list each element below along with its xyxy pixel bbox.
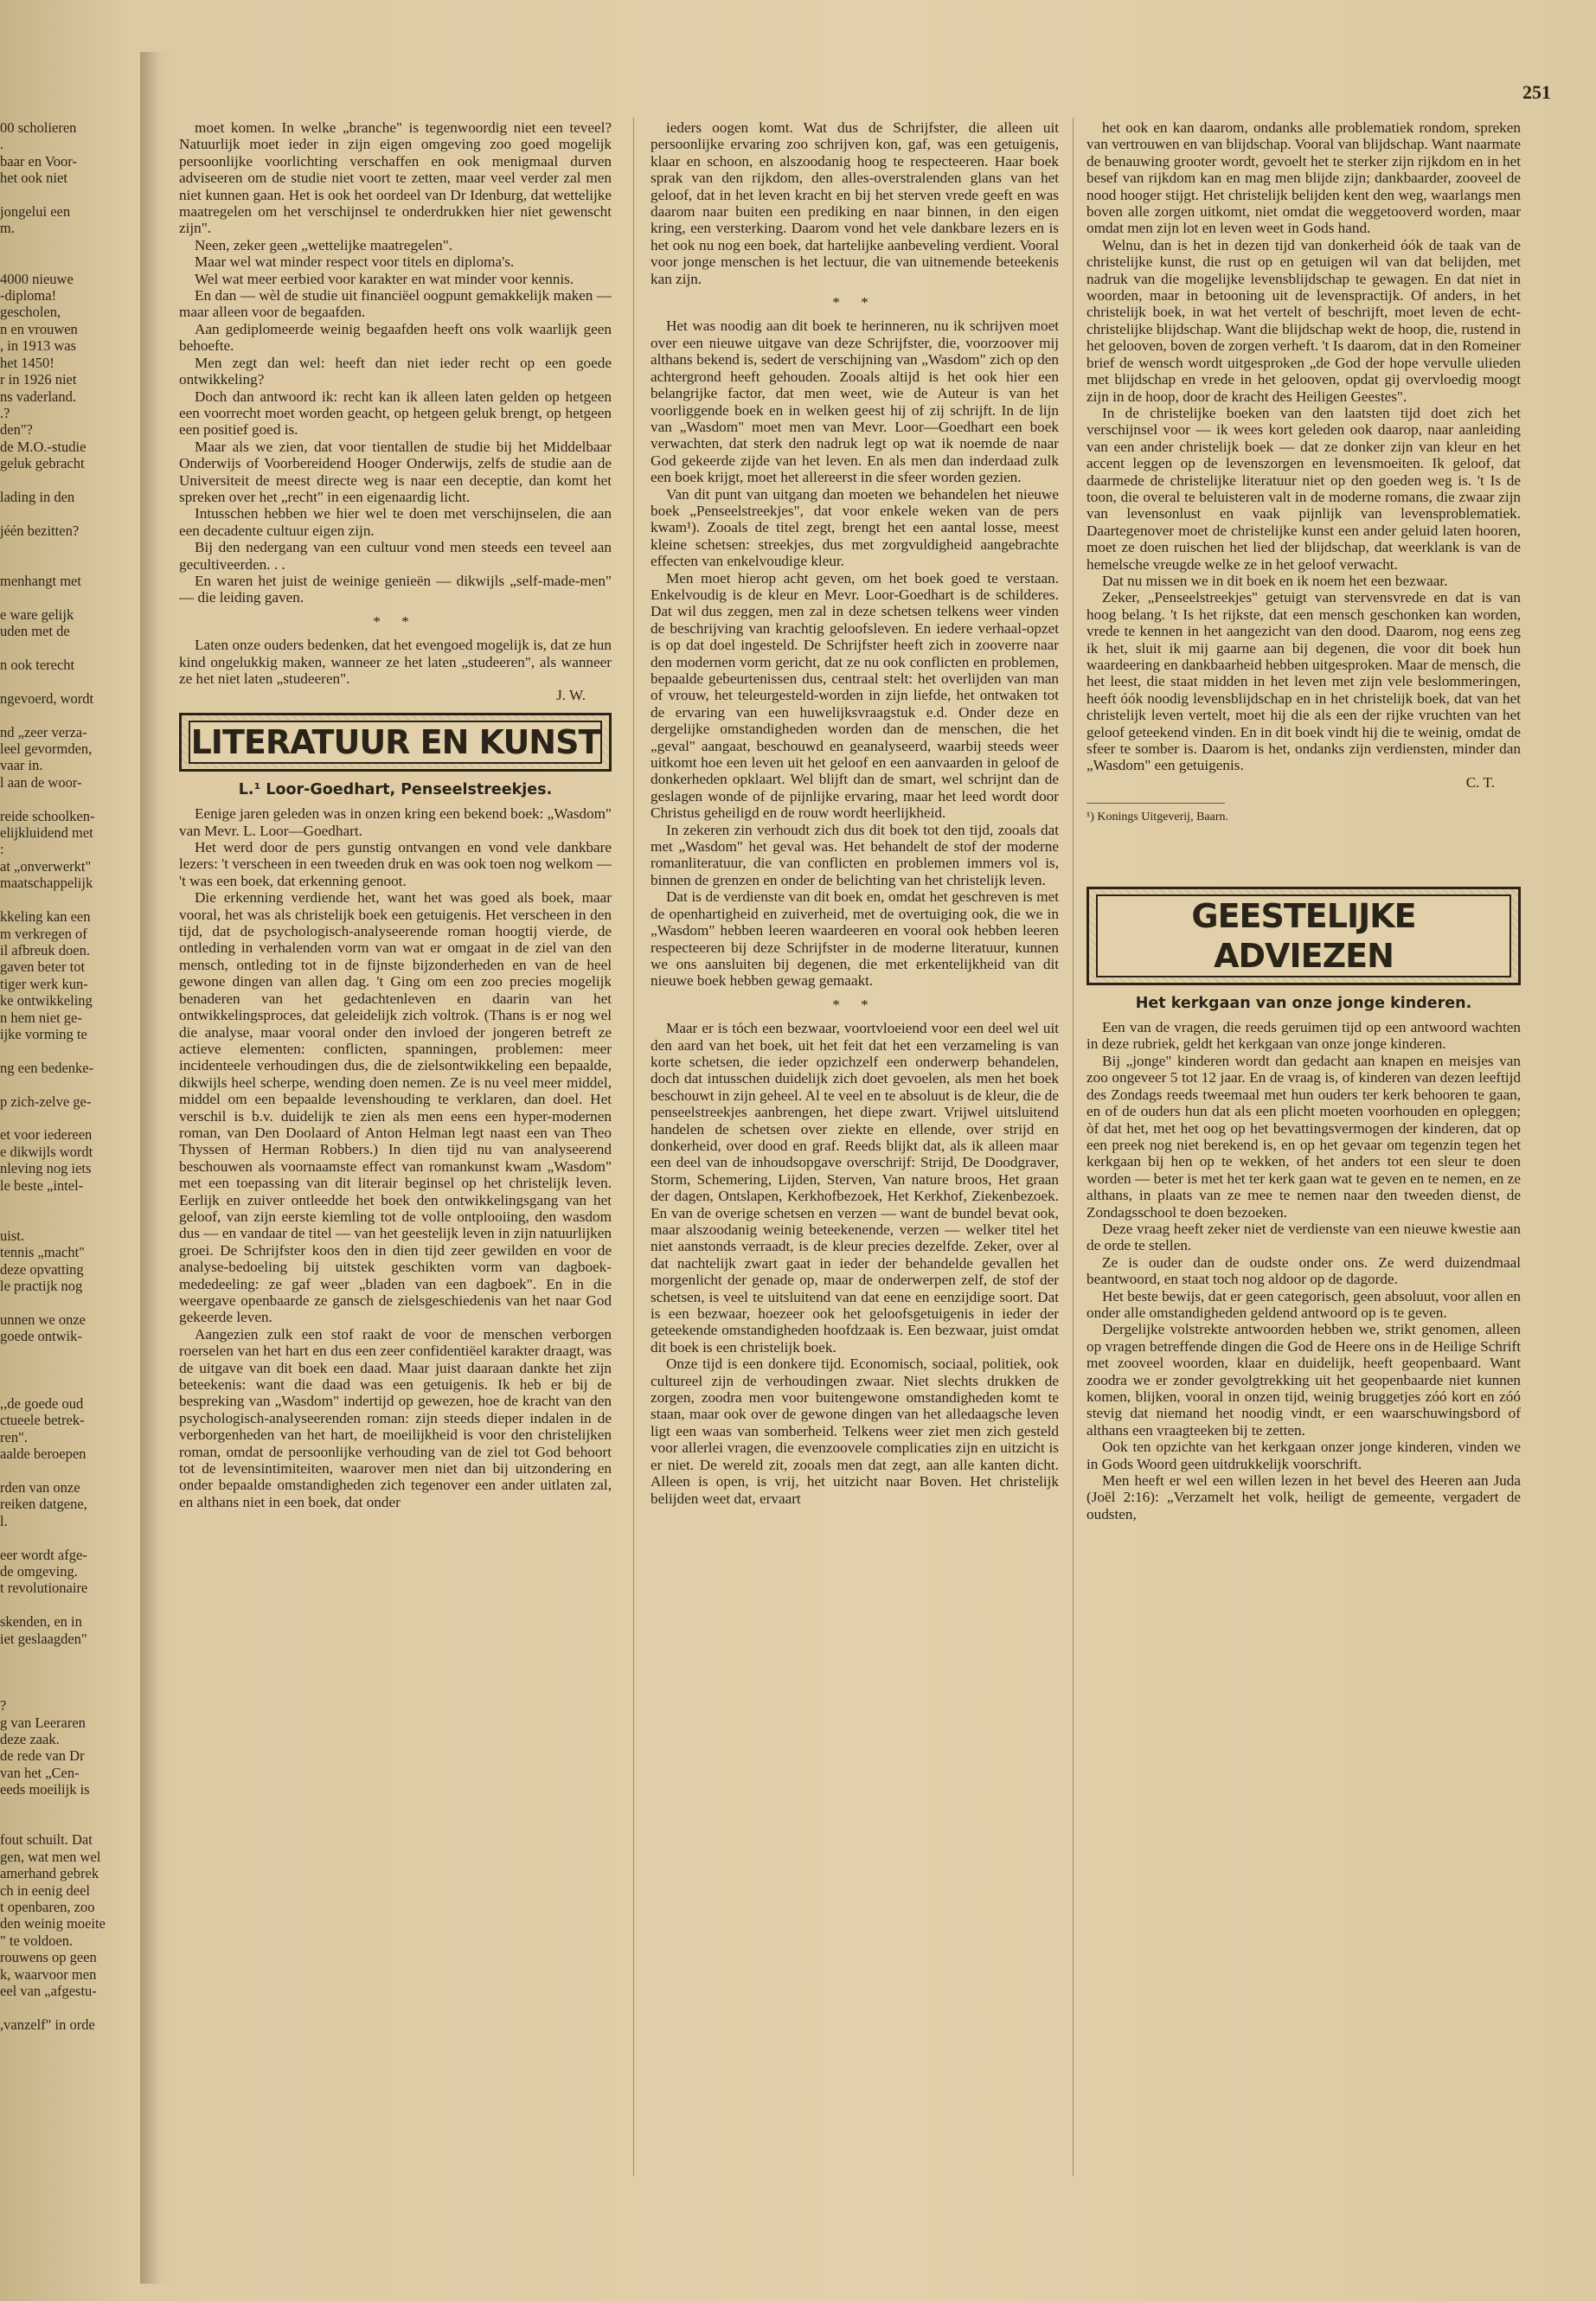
fragment-line: nd „zeer verza- — [0, 723, 87, 740]
fragment-line: lading in den — [0, 488, 75, 505]
fragment-line: aalde beroepen — [0, 1445, 87, 1463]
paragraph: Eenige jaren geleden was in onzen kring een bekend boek: „Wasdom" van Mevr. L. Loor—Goedhart. — [179, 805, 612, 839]
paragraph: Onze tijd is een donkere tijd. Economisch, sociaal, politiek, ook cultureel zijn de verhoudingen zwaar. Niet slechts drukken de zorgen, zoodra men voor buitengewone omstandigheden komt te staan, maar ook over de gewone dingen van het alledaagsche leven ligt een waas van somberheid. Telkens weer ziet men zich gesteld voor allerlei vragen, die evenzoovele complicaties zijn en uitzicht is er niet. De wereld zit, zooals men dat zegt, aan alle kanten dicht. Alleen is open, is vrij, het uitzicht naar Boven. Het christelijk belijden weet dat, ervaart — [651, 1356, 1059, 1507]
section-masthead-literatuur — [179, 713, 612, 772]
fragment-line: rouwens op geen — [0, 1949, 97, 1966]
fragment-line: m. — [0, 220, 15, 237]
paragraph: Intusschen hebben we hier wel te doen met verschijnselen, die aan een decadente cultuur eigen zijn. — [179, 505, 612, 539]
review-title: L.¹ Loor-Goedhart, Penseelstreekjes. — [238, 780, 553, 798]
fragment-line: maatschappelijk — [0, 875, 93, 892]
fragment-line — [0, 1815, 134, 1831]
fragment-line: ng een bedenke- — [0, 1059, 94, 1076]
paragraph: Doch dan antwoord ik: recht kan ik alleen laten gelden op hetgeen een voorrecht moet worden geacht, op hetgeen geluk brengt, op hetgeen een positief goed is. — [179, 388, 612, 439]
fragment-line — [0, 589, 134, 606]
review-text — [651, 1020, 1059, 1507]
fragment-line: het ook niet — [0, 170, 67, 187]
fragment-line: 00 scholieren — [0, 119, 77, 136]
section-divider: * * — [832, 294, 877, 311]
fragment-line: kkeling kan een — [0, 908, 91, 926]
article-text — [179, 637, 612, 687]
fragment-line — [0, 1110, 134, 1126]
fragment-line: ctueele betrek- — [0, 1412, 85, 1429]
signature: C. T. — [1465, 773, 1495, 791]
fragment-line: ns vaderland. — [0, 388, 76, 405]
fragment-line: de rede van Dr — [0, 1747, 85, 1765]
paragraph: Bij den nedergang van een cultuur vond men steeds een teveel aan gecultiveerden. . . — [179, 539, 612, 573]
section-title: LITERATUUR EN KUNST — [189, 721, 602, 764]
fragment-line: gen, wat men wel — [0, 1848, 101, 1865]
fragment-line: at „onverwerkt" — [0, 857, 92, 875]
fragment-line: leel gevormden, — [0, 740, 93, 758]
fragment-line: rden van onze — [0, 1478, 80, 1496]
review-text — [179, 805, 612, 1510]
fragment-line: e ware gelijk — [0, 606, 74, 623]
fragment-line — [0, 1210, 134, 1227]
fragment-line: " te voldoen. — [0, 1932, 74, 1949]
fragment-line: tennis „macht" — [0, 1244, 85, 1261]
fragment-line — [0, 1463, 134, 1479]
paragraph: Een van de vragen, die reeds geruimen tijd op een antwoord wachten in deze rubriek, geldt het kerkgaan van onze jonge kinderen. — [1086, 1019, 1521, 1053]
fragment-line: n ook terecht — [0, 657, 75, 673]
fragment-line — [0, 1663, 134, 1680]
fragment-line: amerhand gebrek — [0, 1865, 99, 1882]
fragment-line — [0, 1194, 134, 1210]
fragment-line: uist. — [0, 1227, 24, 1244]
fragment-line: p zich-zelve ge- — [0, 1093, 92, 1110]
fragment-line — [0, 556, 134, 573]
paragraph: ieders oogen komt. Wat dus de Schrijfster, die alleen uit persoonlijke ervaring zoo schrijven kon, gaf, was een getuigenis, klaar en schoon, en alszoodanig hoog te respecteeren. Haar boek sprak van den rijkdom, den alles-overstralenden glans van het geloof, dat in het leven kracht en bij het sterven vrede geeft en was daarom naar buiten een prediking en naar binnen, in den eigen kring, een versterking. Daarom vond het vele dankbare lezers en is het ook nu nog een boek, dat hartelijke aanbeveling verdient. Vooral voor jonge menschen is het lectuur, die van uitnemende beteekenis kan zijn. — [651, 119, 1059, 287]
fragment-line: le practijk nog — [0, 1278, 83, 1295]
fragment-line: il afbreuk doen. — [0, 941, 91, 958]
fragment-line: jéén bezitten? — [0, 522, 80, 539]
fragment-line — [0, 253, 134, 270]
paragraph: Laten onze ouders bedenken, dat het evengoed mogelijk is, dat ze hun kind ongelukkig maken, wanneer ze het laten „studeeren", als wanneer ze het niet laten „studeeren". — [179, 637, 612, 687]
section-title: GEESTELIJKE ADVIEZEN — [1096, 894, 1511, 977]
fragment-line: deze opvatting — [0, 1260, 84, 1278]
fragment-line: r in 1926 niet — [0, 371, 77, 388]
paragraph: Men heeft er wel een willen lezen in het bevel des Heeren aan Juda (Joël 2:16): „Verzamelt het volk, heiligt de gemeente, vergadert de oudsten, — [1086, 1472, 1521, 1522]
paragraph: Zeker, „Penseelstreekjes" getuigt van stervensvrede en dat is van hoog belang. 't Is het rijkste, dat een mensch geschonken kan worden, vrede te kennen in het aangezicht van den dood. Daarom, nog eens zeg ik het, sluit ik mij gaarne aan bij degenen, die voor dit boek hun waardeering en dankbaarheid hebben uitgesproken. Maar de mensch, die het leest, die staat midden in het leven met zijn vele beslommeringen, heeft óók noodig levensblijdschap en in het christelijk boek, dat van het christelijk leven vertelt, moet hij die als een der rijke vruchten van het geloof geteekend vinden. En in dit boek vindt hij die te weinig, omdat de sfeer te somber is. Daarom is het, ondanks zijn verdiensten, minder dan „Wasdom" een getuigenis. — [1086, 589, 1521, 774]
fragment-line: baar en Voor- — [0, 152, 77, 170]
review-text — [1086, 119, 1521, 774]
fragment-line: ke ontwikkeling — [0, 992, 93, 1009]
fragment-line — [0, 1294, 134, 1311]
paragraph: Aangezien zulk een stof raakt de voor de menschen verborgen roerselen van het hart en dus een zeer confidentiëel karakter draagt, was de uitgave van dit boek een daad. Maar juist daaraan dankte het zijn beteekenis: want die daad was een getuigenis. Ik heb er bij de bespreking van „Wasdom" indertijd op gewezen, hoe de kracht van den psychologisch-analyseerenden roman: zijn steeds dieper indalen in de verborgenheden van het hart, de moeilijkheid is voor den christelijken roman, omdat de persoonlijke verhouding van de ziel tot God behoort tot de levensintimiteiten, waarover men niet dan bij uitzondering en onder bepaalde omstandigheden zich tegenover een ander uitlaten zal, en althans niet in een boek, dat onder — [179, 1325, 612, 1510]
fragment-line — [0, 640, 134, 657]
fragment-line: gescholen, — [0, 304, 61, 321]
fragment-line: g van Leeraren — [0, 1714, 86, 1731]
fragment-line — [0, 1362, 134, 1378]
binding-gutter — [140, 52, 171, 2284]
fragment-line: skenden, en in — [0, 1613, 82, 1631]
fragment-line: .? — [0, 404, 10, 421]
fragment-line: 4000 nieuwe — [0, 270, 74, 287]
fragment-line: goede ontwik- — [0, 1328, 82, 1345]
paragraph: In zekeren zin verhoudt zich dus dit boek tot den tijd, zooals dat met „Wasdom" het geval was. Het behandelt de stof der moderne romanliteratuur, die van conflicten en problemen immers vol is, binnen de grenzen en onder de belichting van het christelijk leven. — [651, 821, 1059, 888]
paragraph: Het beste bewijs, dat er geen categorisch, geen absoluut, voor allen en onder alle omstandigheden geldend antwoord op is te geven. — [1086, 1287, 1521, 1321]
fragment-line: , in 1913 was — [0, 337, 76, 355]
fragment-line: geluk gebracht — [0, 455, 85, 472]
fragment-line: n en vrouwen — [0, 320, 78, 337]
fragment-line — [0, 1681, 134, 1697]
fragment-line: : — [0, 841, 4, 858]
fragment-line: reiken datgene, — [0, 1496, 87, 1513]
fragment-line: de M.O.-studie — [0, 438, 87, 455]
fragment-line: van het „Cen- — [0, 1764, 80, 1781]
paragraph: Maar er is tóch een bezwaar, voortvloeiend voor een deel wel uit den aard van het boek, uit het feit dat het een verzameling is van korte schetsen, die ieder opzichzelf een onderwerp behandelen, doch dat intusschen duidelijk zich doet gevoelen, als men het boek beschouwt in zijn geheel. Al te veel en te absoluut is de kleur, die de penseelstreekjes aanbrengen, het diepe zwart. Vrijwel uitsluitend handelen de schetsen over ziekte en ellende, over strijd en donkerheid, over dood en graf. Reeds blijkt dat, als ik alleen maar een deel van de inhoudsopgave overschrijf: Strijd, De Doodgraver, Storm, Schemering, Lijden, Sterven, Van nature broos, Het graan der dagen, Ontslapen, Kerkhofbezoek, Het Kerkhof, Ziekenbezoek. En van de overige schetsen en verzen — want de bundel bevat ook, maar alszoodanig weinig beteekenende, verzen — welker titel het niet aanstonds verraadt, is de kleur precies dezelfde. Zeker, over al dat nachtelijk zwart gaat in ieder der behandelde gevallen het morgenlicht der genade op, maar de onderwerpen zelf, de stof der schetsen, is veel te uitsluitend van dat eene en eenzijdige soort. Dat is een bezwaar, hoezeer ook het geloofsgetuigenis in ieder der geteekende omstandigheden hoofdzaak is. Een bezwaar, juist omdat dit boek is een christelijk boek. — [651, 1020, 1059, 1356]
fragment-line: den weinig moeite — [0, 1915, 106, 1932]
fragment-line: fout schuilt. Dat — [0, 1831, 93, 1849]
fragment-line: jongelui een — [0, 203, 71, 221]
fragment-line: ch in eenig deel — [0, 1881, 90, 1899]
paragraph: Deze vraag heeft zeker niet de verdienste van een nieuwe kwestie aan de orde te stellen. — [1086, 1220, 1521, 1254]
fragment-line: e dikwijls wordt — [0, 1143, 93, 1160]
section-divider: * * — [373, 612, 418, 630]
fragment-line: het 1450! — [0, 354, 54, 371]
fragment-line: ,,de goede oud — [0, 1394, 84, 1412]
fragment-line: eeds moeilijk is — [0, 1781, 90, 1798]
fragment-line — [0, 187, 134, 203]
signature: J. W. — [556, 687, 586, 704]
fragment-line: nleving nog iets — [0, 1160, 92, 1177]
paragraph: Neen, zeker geen „wettelijke maatregelen". — [195, 236, 453, 253]
fragment-line: t revolutionaire — [0, 1580, 88, 1597]
paragraph: Maar als we zien, dat voor tientallen de studie bij het Middelbaar Onderwijs of Voorbereidend Hooger Onderwijs, zelfs de studie aan de Universiteit de meest directe weg is naar een deceptie, dan komt het spreken over het „recht" in een eigenaardig licht. — [179, 438, 612, 505]
review-text — [651, 317, 1059, 989]
paragraph: Het werd door de pers gunstig ontvangen en vond vele dankbare lezers: 't verscheen in een tweeden druk en was ook toen nog welkom — 't was een boek, dat erkenning genoot. — [179, 839, 612, 889]
paragraph: Van dit punt van uitgang dan moeten we behandelen het nieuwe boek „Penseelstreekjes", dat voor enkele weken van de pers kwam¹). Zooals de titel zegt, brengt het een aantal losse, meest kleine schetsen: streekjes, dus met zorgvuldigheid aangebrachte effecten van enkelvoudige kleur. — [651, 485, 1059, 570]
fragment-line — [0, 1076, 134, 1093]
fragment-line: den"? — [0, 421, 33, 439]
column-2 — [651, 119, 1059, 2178]
fragment-line — [0, 791, 134, 807]
paragraph: Bij „jonge" kinderen wordt dan gedacht aan knapen en meisjes van zoo ongeveer 5 tot 12 jaar. En de vraag is, of kinderen van dezen leeftijd des Zondags reeds tweemaal met hun ouders ter kerk behooren te gaan, en of de ouders hun dat als een plicht moeten voorhouden en opleggen; òf dat het, met het oog op het bevattingsvermogen der kinderen, dat op een preek nog niet berekend is, en op het gevaar om tegenzin tegen het kerkgaan bij hen op te wekken, of het anders tot een sleur te doen worden — beter is met het ter kerk gaan wat te geven en te nemen, en ze althans, in plaats van ze mee te nemen naar den tweeden dienst, de Zondagsschool te doen bezoeken. — [1086, 1052, 1521, 1221]
fragment-line: eer wordt afge- — [0, 1546, 87, 1563]
fragment-line: vaar in. — [0, 757, 43, 774]
paragraph: Dat is de verdienste van dit boek en, omdat het geschreven is met de openhartigheid en zuiverheid, met de overtuiging ook, die we in „Wasdom" hebben leeren waardeeren en vooral ook hebben leeren respecteeren bij deze Schrijfster in de moderne literatuur, kunnen we ons aansluiten bij degenen, die met erkentelijkheid van dit nieuwe boek hebben gewag gemaakt. — [651, 888, 1059, 990]
fragment-line: m verkregen of — [0, 925, 87, 942]
fragment-line: k, waarvoor men — [0, 1965, 97, 1983]
article-text — [179, 119, 612, 606]
fragment-line: uden met de — [0, 623, 70, 640]
paragraph: Maar wel wat minder respect voor titels en diploma's. — [195, 253, 515, 271]
fragment-line: ngevoerd, wordt — [0, 689, 94, 707]
fragment-line — [0, 505, 134, 522]
section-divider: * * — [832, 996, 877, 1013]
paragraph: En dan — wèl de studie uit financiëel oogpunt gemakkelijk maken — maar alleen voor de begaafden. — [179, 287, 612, 321]
paragraph: Die erkenning verdiende het, want het was goed als boek, maar vooral, het was als christelijk boek een getuigenis. Het verscheen in den tijd, dat de psychologisch-analyseerende roman hoogtij vierde, de ontleding in verhalenden vorm van wat er omgaat in de ziel van den mensch, ontleding tot in de fijnste bijzonderheden en van de heel gewone dingen van allen dag. 't Ging om een zoo precies mogelijk benaderen van het gedachtenleven en daarin van het ontwikkelingsproces, dat geleidelijk zich voltrok. (Thans is er nog wel die analyse, maar vooral onder den invloed der jongeren betreft ze actieve elementen: conflicten, spanningen, problemen: meer incidenteele verhoudingen dus, die de zielsontwikkeling een bepaalde, dikwijls heel scherpe, wending doen nemen. Ze is nu veel meer middel, middel om een bepaalde levenshouding te verklaren, dan doel. Het verschil is b.v. duidelijk te zien als men eens een hyper-modernen roman, van Den Doolaard of Anton Helman legt naast een van Theo Thyssen of Herman Robbers.) In dien tijd nu van analyseerend beschouwen als voornaamste effect van romankunst kwam „Wasdom" met een toepassing van dit literair beginsel op het christelijk leven. Eerlijk en zuiver ontleedde het boek den ontwikkelingsgang van het geloof, van zijn eerste kiemling tot de volle ontplooiing, den wasdom dus — en vandaar de titel — van het geestelijk leven in zijn natuurlijken groei. De Schrijfster koos den in dien tijd zeer gewilden en voor de analyse-bedoeling bij uitstek geschikten vorm van dagboek-mededeeling: ze gaf weer „bladen van een dagboek". En in die weergave openbaarde ze gansch de zielsgeschiedenis van het naar God gekeerde leven. — [179, 889, 612, 1326]
paragraph: Wel wat meer eerbied voor karakter en wat minder voor kennis. — [195, 270, 574, 287]
fragment-line — [0, 2000, 134, 2016]
fragment-line: gaven beter tot — [0, 958, 86, 976]
column-rule — [633, 118, 634, 2176]
paragraph: Ze is ouder dan de oudste onder ons. Ze werd duizendmaal beantwoord, en staat toch nog aldoor op de dagorde. — [1086, 1253, 1521, 1288]
fragment-line — [0, 237, 134, 253]
fragment-line: ? — [0, 1697, 7, 1715]
advice-title: Het kerkgaan van onze jonge kinderen. — [1135, 994, 1472, 1012]
fragment-line — [0, 539, 134, 555]
column-3 — [1086, 119, 1521, 2178]
fragment-line: iet geslaagden" — [0, 1630, 87, 1647]
fragment-line — [0, 707, 134, 723]
fragment-line: tiger werk kun- — [0, 975, 88, 992]
paragraph: Men moet hierop acht geven, om het boek goed te verstaan. Enkelvoudig is de kleur en Mevr. Loor-Goedhart is de schilderes. Dat wil dus zeggen, men zal in deze schetsen telkens weer vinden de beschrijving van krachtig geloofsleven. En iedere verhaal-opzet is op dat doel ingesteld. De Schrijfster heeft zich in zooverre naar den modernen vorm gericht, dat ze nu ook conflicten en problemen, bepaalde gebeurtenissen dus, centraal stelt: het overlijden van man of vrouw, het teleurgesteld-worden in zijn liefde, het ontwaken tot de ervaring van een huwelijksvraagstuk e.d. Onder deze en dergelijke omstandigheden worden dan de menschen, die het „geval" aangaat, beschouwd en geanalyseerd, waarbij steeds weer uitkomt hoe een leven uit het geloof en een aanvaarden in geloof de donkerheden opklaart. Wel blijft dan de smart, wel schrijnt dan de geslagen wonde of de pijnlijke ervaring, maar het leed wordt door Christus geheiligd en de rouw wordt heerlijkheid. — [651, 569, 1059, 822]
fragment-line — [0, 1345, 134, 1362]
fragment-line: l. — [0, 1512, 8, 1529]
fragment-line: l aan de woor- — [0, 773, 82, 791]
paragraph: het ook en kan daarom, ondanks alle problematiek rondom, spreken van vertrouwen en van blijdschap. Vooral van blijdschap. Want naarmate de benauwing grooter wordt, gevoelt het te sterker zijn rijkdom en in het besef van rijkdom kan en mag men blijde zijn; dankbaarder, zooveel de nood hooger stijgt. Het christelijk belijden kent den weg, waarlangs men boven alle zorgen uitkomt, niet omdat die weggetooverd worden, maar omdat men zijn lot en leven weet in Gods hand. — [1086, 119, 1521, 237]
paragraph: Men zegt dan wel: heeft dan niet ieder recht op een goede ontwikkeling? — [179, 354, 612, 388]
fragment-line: t openbaren, zoo — [0, 1899, 95, 1916]
fragment-line — [0, 1597, 134, 1613]
fragment-line: et voor iedereen — [0, 1126, 93, 1144]
fragment-line: de omgeving. — [0, 1562, 78, 1580]
fragment-line — [0, 1798, 134, 1815]
fragment-line: ,vanzelf" in orde — [0, 2016, 95, 2033]
review-text — [651, 119, 1059, 287]
column-1 — [179, 119, 612, 2178]
fragment-line — [0, 892, 134, 908]
page-number: 251 — [1522, 81, 1551, 103]
fragment-line: deze zaak. — [0, 1731, 60, 1747]
fragment-line: unnen we onze — [0, 1311, 86, 1328]
fragment-line: ren". — [0, 1428, 28, 1445]
paragraph: Ook ten opzichte van het kerkgaan onzer jonge kinderen, vinden we in Gods Woord geen uitdrukkelijk voorschrift. — [1086, 1439, 1521, 1472]
fragment-line — [0, 673, 134, 689]
fragment-line — [0, 1647, 134, 1663]
fragment-line — [0, 472, 134, 489]
fragment-line — [0, 1529, 134, 1546]
fragment-line — [0, 1042, 134, 1059]
fragment-line: le beste „intel- — [0, 1176, 84, 1194]
fragment-line: eel van „afgestu- — [0, 1983, 97, 2000]
fragment-line: ijke vorming te — [0, 1025, 87, 1042]
left-page-fragment — [0, 119, 134, 2178]
paragraph: Welnu, dan is het in dezen tijd van donkerheid óók de taak van de christelijke kunst, die rust op en getuigen wil van dat belijden, met nadruk van die mogelijke levensblijdschap te gewagen. En dat niet in woorden, maar in betooning uit de levenspractijk. Of anders, in het christelijk boek, in wat het vertelt of beschrijft, moet leven de echt-christelijke blijdschap. Want die blijdschap wekt de hoop, die, rustend in het gelooven, boven de zorgen verheft. 't Is daarom, dat in den Romeiner brief de wensch wordt uitgesproken „de God der hope vervulle ulieden met blijdschap en vrede in het gelooven, opdat gij overvloedig moogt zijn in de hoop, door de kracht des Heiligen Geestes". — [1086, 236, 1521, 405]
advice-text — [1086, 1019, 1521, 1522]
paragraph: Aan gediplomeerde weinig begaafden heeft ons volk waarlijk geen behoefte. — [179, 320, 612, 355]
paragraph: Dergelijke volstrekte antwoorden hebben we, strikt genomen, alleen op vragen betreffende dingen die God de Heere ons in de Heilige Schrift met zooveel woorden, klaar en duidelijk, heeft geopenbaard. Want zoodra we er zonder gevolgtrekking uit het geopenbaarde niet kunnen komen, blijken, vooral in onzen tijd, weinig bruggetjes zóó kort en zóó stevig dat niemand het noodig vindt, er een waarschuwingsbord of althans een vraagteeken bij te zetten. — [1086, 1321, 1521, 1439]
fragment-line: elijkluidend met — [0, 824, 93, 842]
fragment-line: -diploma! — [0, 287, 57, 304]
paragraph: En waren het juist de weinige genieën — dikwijls „self-made-men" — die leiding gaven. — [179, 572, 612, 606]
fragment-line: menhangt met — [0, 572, 81, 589]
column-rule — [1073, 118, 1074, 2176]
paragraph: In de christelijke boeken van den laatsten tijd doet zich het verschijnsel voor — ik wees kort geleden ook daarop, naar aanleiding van een ander christelijk boek — dat ze donker zijn van kleur en het accent leggen op de levenszorgen en levensmoeiten. Ik geloof, dat daarmede de christelijke literatuur niet op den goeden weg is. 't Is de toon, die overal te beluisteren valt in de moderne romans, die zwaar zijn van levensonlust en vaak pijnlijk van levensproblematiek. Daartegenover moet de christelijke kunst een ander geluid laten hooren, moet ze doen ruischen het lied der blijdschap, dat weerklank is van de hemelsche vreugde welke ze in het geloof verwacht. — [1086, 404, 1521, 573]
fragment-line: n hem niet ge- — [0, 1009, 82, 1026]
paragraph: Het was noodig aan dit boek te herinneren, nu ik schrijven moet over een nieuwe uitgave van deze Schrijfster, die, voorzoover mij althans bekend is, sedert de verschijning van „Wasdom" zich op den achtergrond heeft gehouden. Zooals altijd is het ook hier een belangrijke factor, dat men weet, wie de Auteur is van het voorliggende boek en in welken geest hij of zij schrijft. In de lijn van „Wasdom" moet men van Mevr. Loor—Goedhart een boek verwachten, dat sterk den nadruk legt op wat ik noemde de naar God gekeerde zijde van het leven. En als men dan inderdaad zulk een boek krijgt, moet het allereerst in die sfeer worden gezien. — [651, 317, 1059, 486]
footnote: ¹) Konings Uitgeverij, Baarn. — [1086, 803, 1225, 825]
paragraph: Dat nu missen we in dit boek en ik noem het een bezwaar. — [1102, 572, 1448, 589]
paragraph: moet komen. In welke „branche" is tegenwoordig niet een teveel? Natuurlijk moet ieder in zijn eigen omgeving zoo goed mogelijk persoonlijke voorlichting verschaffen en ook menigmaal durven adviseeren om de studie niet voort te zetten, maar veel verder zal men niet kunnen gaan. Het is ook het oordeel van Dr Idenburg, dat wettelijke maatregelen om het verschijnsel te onderdrukken hier niet gewenscht zijn". — [179, 119, 612, 237]
section-masthead-geestelijke — [1086, 887, 1521, 985]
fragment-line — [0, 1378, 134, 1394]
fragment-line: . — [0, 136, 4, 153]
fragment-line: reide schoolken- — [0, 807, 95, 824]
